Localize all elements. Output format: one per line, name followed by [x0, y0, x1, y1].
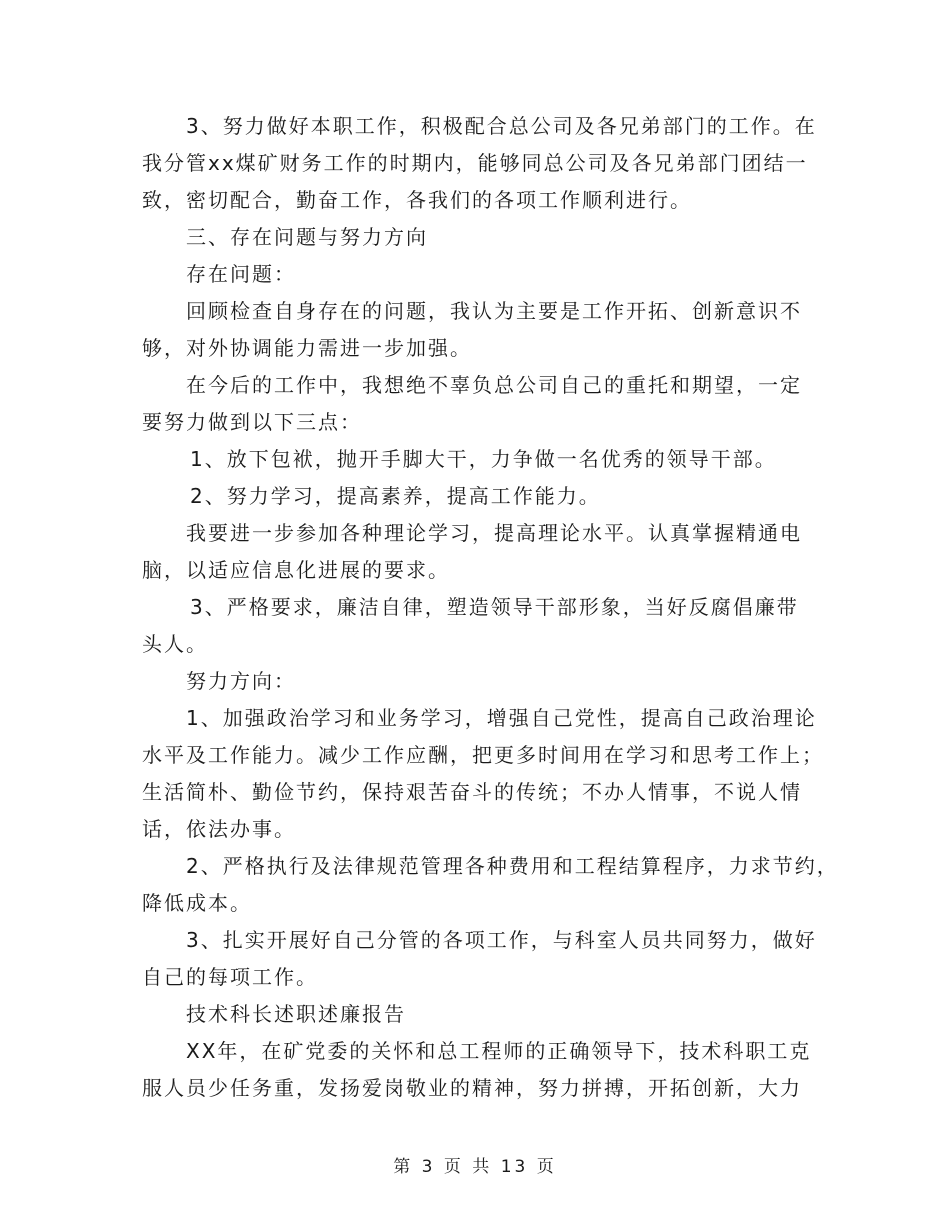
text-line: 存在问题：: [186, 262, 296, 286]
text-line: 1、加强政治学习和业务学习，增强自己党性，提高自己政治理论: [186, 706, 817, 730]
text-line: 3、严格要求，廉洁自律，塑造领导干部形象，当好反腐倡廉带: [190, 595, 799, 619]
text-line: 回顾检查自身存在的问题，我认为主要是工作开拓、创新意识不: [186, 299, 802, 323]
text-line: 脑，以适应信息化进展的要求。: [142, 558, 450, 582]
text-line: 够，对外协调能力需进一步加强。: [142, 336, 472, 360]
text-line: 三、存在问题与努力方向: [186, 225, 428, 249]
text-line: 要努力做到以下三点：: [142, 410, 362, 434]
text-line: 服人员少任务重，发扬爱岗敬业的精神，努力拼搏，开拓创新，大力: [142, 1076, 802, 1100]
text-line: 降低成本。: [142, 891, 252, 915]
text-line: 在今后的工作中，我想绝不辜负总公司自己的重托和期望，一定: [186, 373, 802, 397]
text-line: 1、放下包袱，抛开手脚大干，力争做一名优秀的领导干部。: [190, 447, 777, 471]
text-line: 话，依法办事。: [142, 817, 296, 841]
page-footer: 第 3 页 共 13 页: [393, 1157, 557, 1177]
text-line: 技术科长述职述廉报告: [186, 1002, 406, 1026]
text-line: 水平及工作能力。减少工作应酬，把更多时间用在学习和思考工作上；: [142, 743, 824, 767]
document-body: [142, 108, 839, 1107]
text-line: 我分管xx煤矿财务工作的时期内，能够同总公司及各兄弟部门团结一: [142, 151, 808, 175]
text-line: 3、扎实开展好自己分管的各项工作，与科室人员共同努力，做好: [186, 928, 817, 952]
text-line: 3、努力做好本职工作，积极配合总公司及各兄弟部门的工作。在: [186, 114, 817, 138]
text-line: 致，密切配合，勤奋工作，各我们的各项工作顺利进行。: [142, 188, 692, 212]
text-line: 我要进一步参加各种理论学习，提高理论水平。认真掌握精通电: [186, 521, 802, 545]
text-line: 头人。: [142, 632, 208, 656]
text-line: 2、努力学习，提高素养，提高工作能力。: [190, 484, 601, 508]
text-line: 生活简朴、勤俭节约，保持艰苦奋斗的传统；不办人情事，不说人情: [142, 780, 802, 804]
text-line: 自己的每项工作。: [142, 965, 318, 989]
text-line: XX年，在矿党委的关怀和总工程师的正确领导下，技术科职工克: [186, 1039, 812, 1063]
text-line: 2、严格执行及法律规范管理各种费用和工程结算程序，力求节约，: [186, 854, 839, 878]
text-line: 努力方向：: [186, 669, 296, 693]
